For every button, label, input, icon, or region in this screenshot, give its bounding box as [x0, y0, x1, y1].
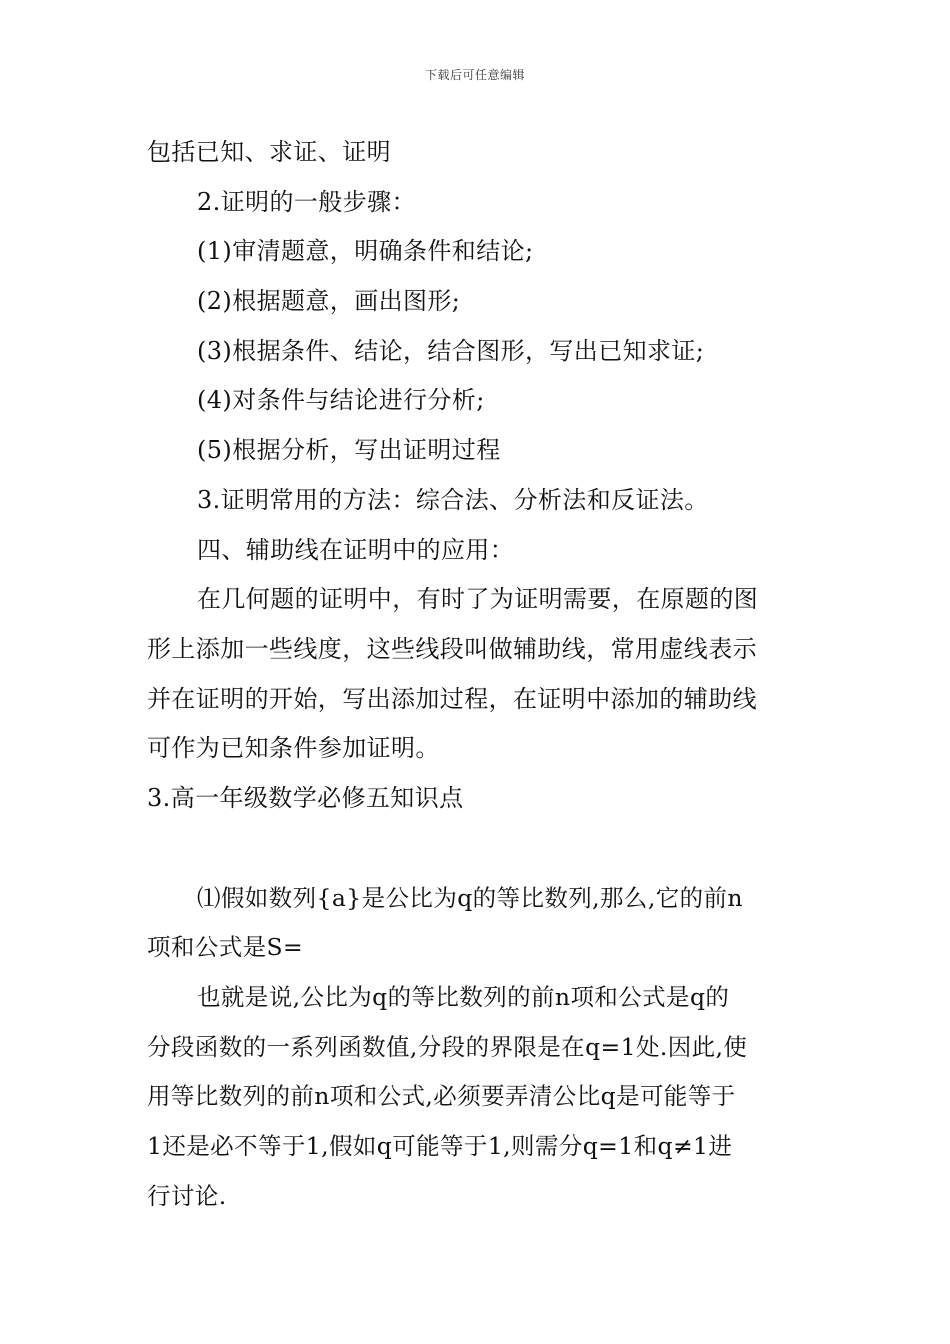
text-line: (3)根据条件、结论，结合图形，写出已知求证;	[197, 336, 705, 365]
text-line: (1)审清题意，明确条件和结论;	[197, 237, 534, 266]
text-line: 2.证明的一般步骤：	[197, 187, 416, 216]
text-line: 3.高一年级数学必修五知识点	[147, 783, 464, 812]
text-line: 用等比数列的前n项和公式,必须要弄清公比q是可能等于	[147, 1082, 736, 1111]
text-line: 包括已知、求证、证明	[147, 138, 391, 166]
text-line: 3.证明常用的方法：综合法、分析法和反证法。	[197, 485, 709, 514]
section-proof-steps	[147, 128, 812, 824]
text-line: (5)根据分析，写出证明过程	[197, 436, 501, 465]
document-body	[147, 128, 812, 1221]
page-header: 下载后可任意编辑	[424, 68, 525, 82]
text-line: (2)根据题意，画出图形;	[197, 287, 461, 316]
text-line: 也就是说,公比为q的等比数列的前n项和公式是q的	[197, 983, 730, 1011]
text-line: 1还是必不等于1,假如q可能等于1,则需分q=1和q≠1进	[147, 1132, 733, 1161]
text-line: 可作为已知条件参加证明。	[147, 734, 440, 763]
blank-line	[147, 824, 812, 874]
text-line: (4)对条件与结论进行分析;	[197, 386, 485, 415]
text-line: ⑴假如数列{a}是公比为q的等比数列,那么,它的前n	[197, 883, 743, 912]
text-line: 在几何题的证明中，有时了为证明需要，在原题的图	[197, 585, 759, 614]
text-line: 四、辅助线在证明中的应用：	[197, 535, 515, 564]
section-geometric-series	[147, 874, 812, 1222]
text-line: 并在证明的开始，写出添加过程，在证明中添加的辅助线	[147, 684, 757, 713]
text-line: 行讨论.	[147, 1181, 227, 1210]
text-line: 分段函数的一系列函数值,分段的界限是在q=1处.因此,使	[147, 1032, 748, 1061]
text-line: 项和公式是S=	[147, 933, 304, 962]
text-line: 形上添加一些线度，这些线段叫做辅助线，常用虚线表示	[147, 634, 757, 663]
